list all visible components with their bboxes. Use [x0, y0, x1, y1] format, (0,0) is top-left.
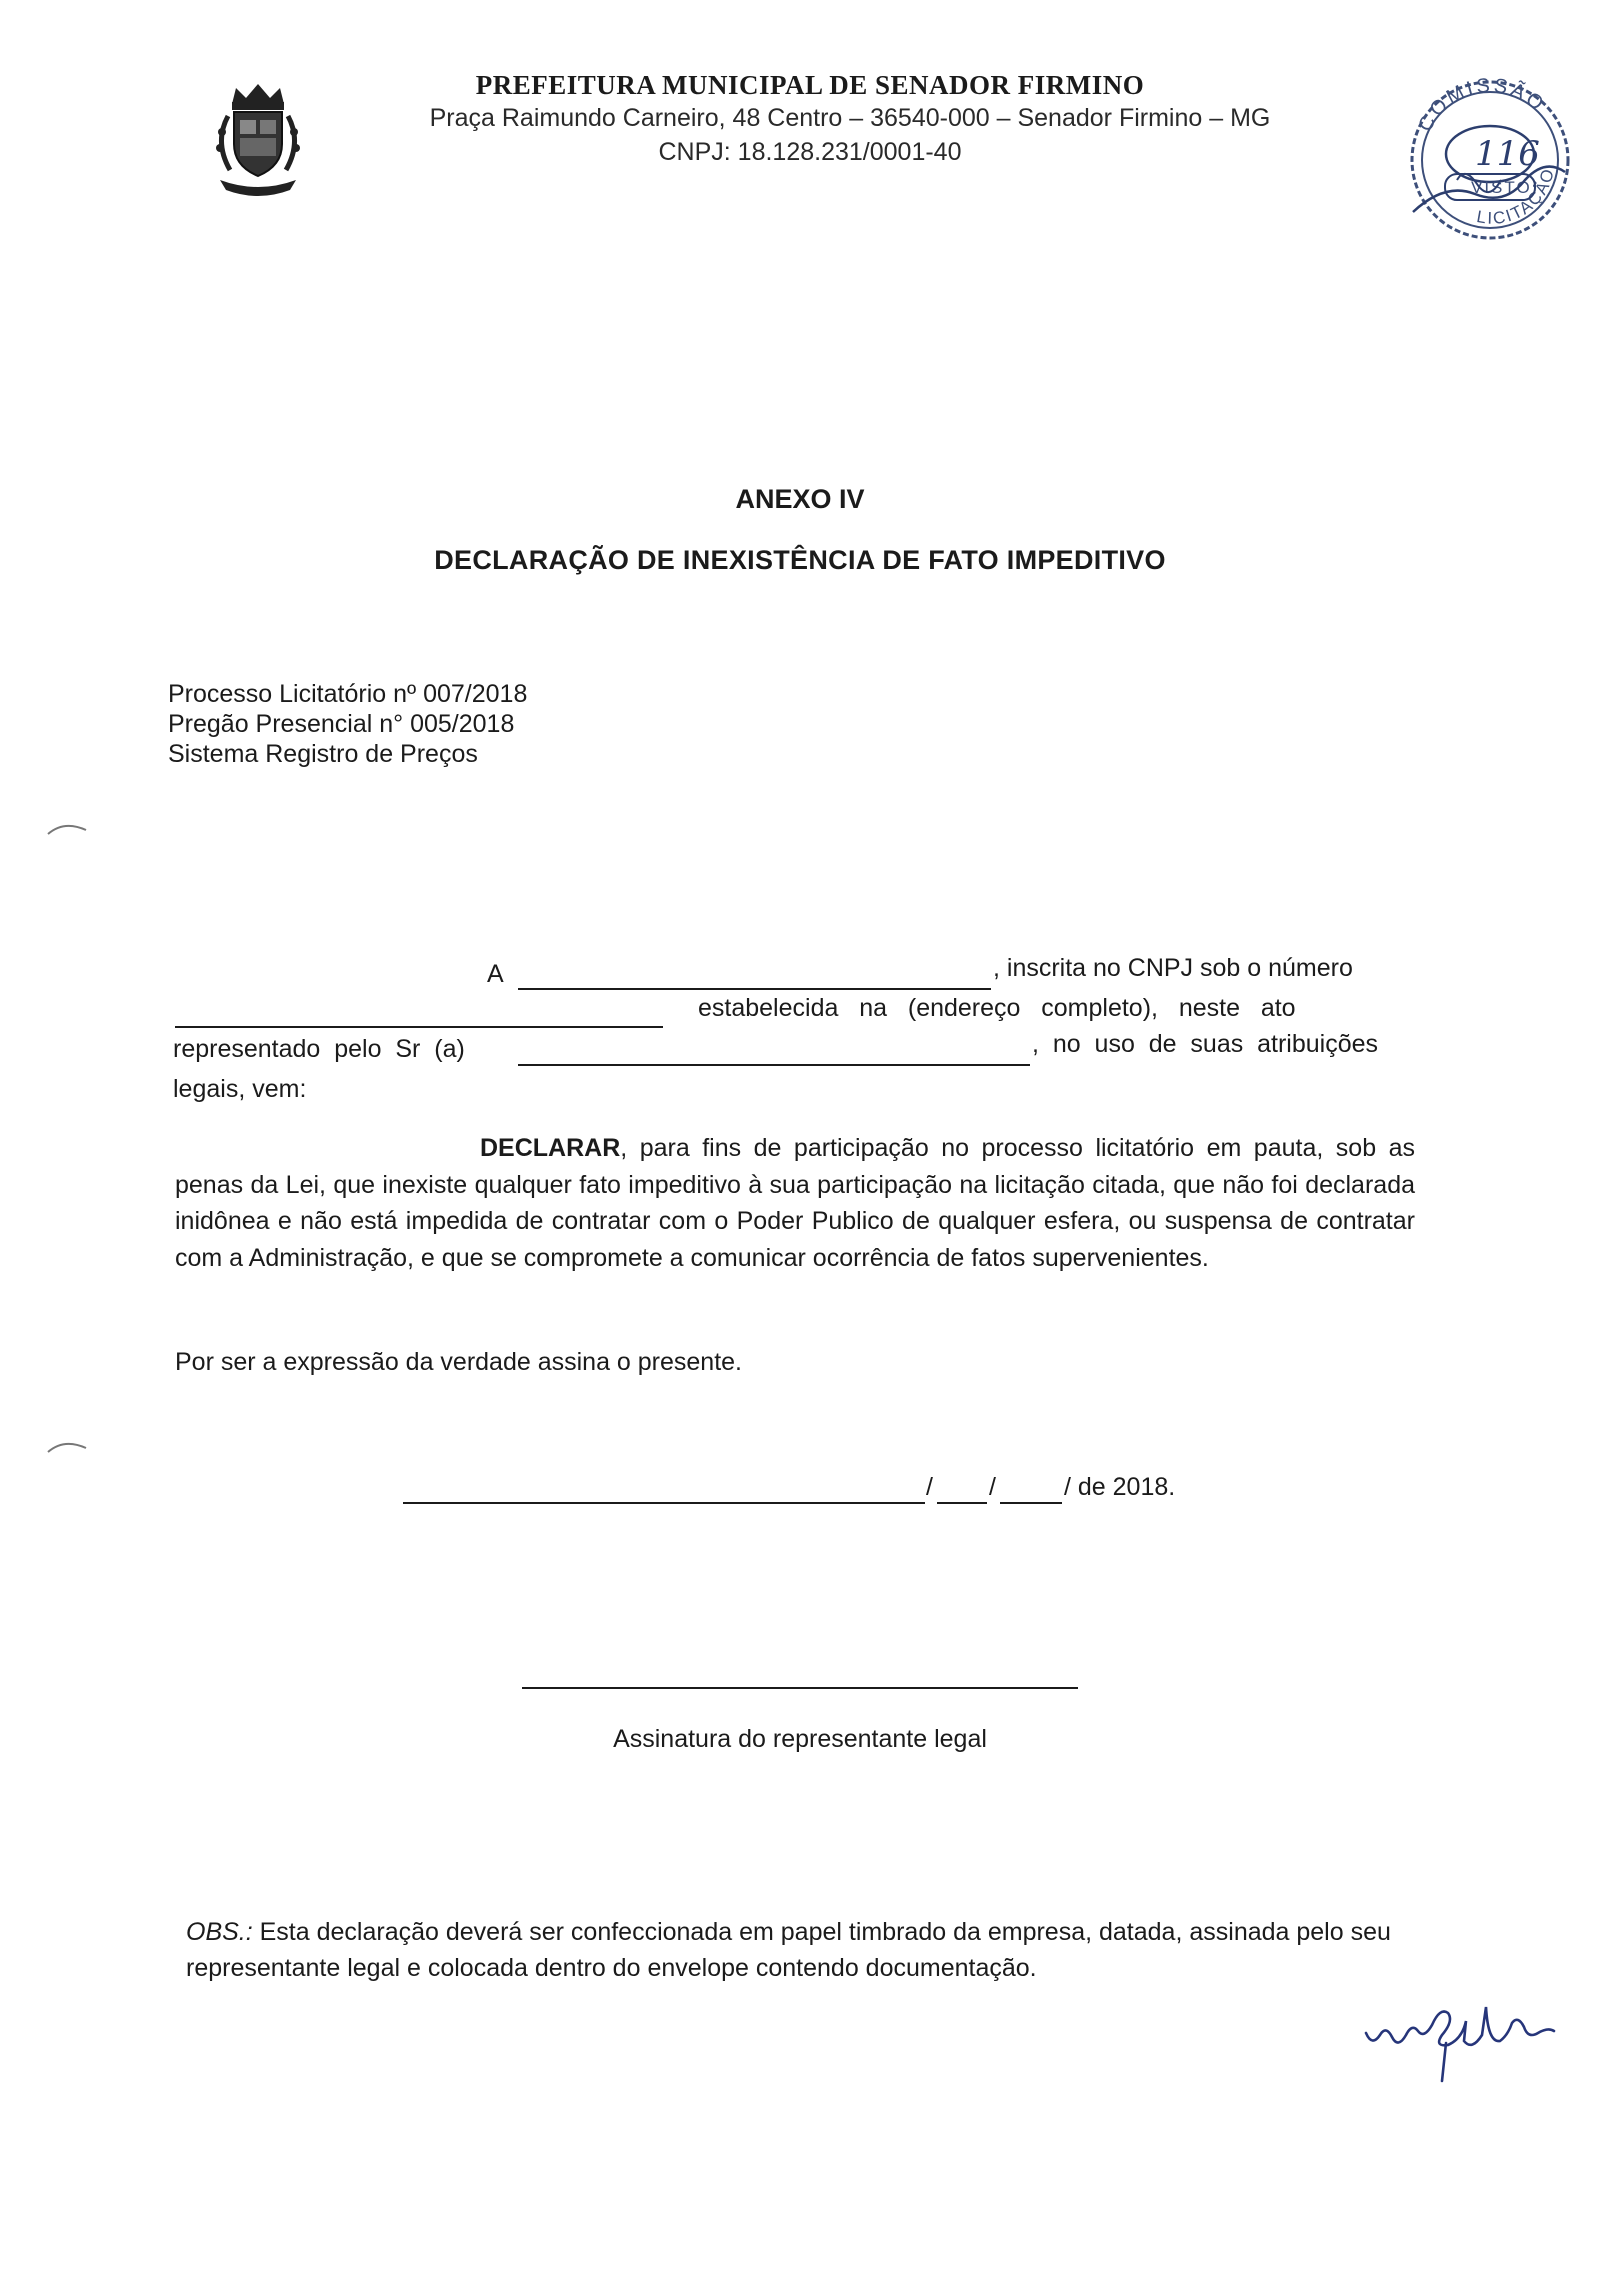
process-number: Processo Licitatório nº 007/2018	[168, 680, 528, 708]
organization-name: PREFEITURA MUNICIPAL DE SENADOR FIRMINO	[475, 70, 1145, 100]
cnpj-number-field[interactable]	[175, 1026, 663, 1028]
stamp-visto: VISTO	[1471, 178, 1532, 197]
date-slash-1: /	[926, 1473, 933, 1501]
intro-estabelecida: estabelecida na (endereço completo), neste ato	[698, 994, 1296, 1022]
intro-uso: , no uso de suas atribuições	[1032, 1030, 1379, 1058]
date-year: / de 2018.	[1064, 1473, 1176, 1501]
day-field[interactable]	[937, 1502, 987, 1504]
margin-mark	[46, 818, 90, 838]
obs-label: OBS.:	[186, 1918, 253, 1946]
date-slash-2: /	[989, 1473, 996, 1501]
stamp-number: 116	[1475, 134, 1540, 174]
organization-cnpj: CNPJ: 18.128.231/0001-40	[658, 138, 962, 166]
handwritten-initials	[1362, 1995, 1558, 2085]
stamp-top-text: COMISSÃO	[1414, 74, 1550, 136]
intro-inscrita: , inscrita no CNPJ sob o número	[993, 954, 1353, 982]
obs-note	[186, 1914, 1426, 1986]
price-registry-system: Sistema Registro de Preços	[168, 740, 478, 768]
month-field[interactable]	[1000, 1502, 1062, 1504]
signature-label: Assinatura do representante legal	[613, 1725, 987, 1753]
closing-statement: Por ser a expressão da verdade assina o presente.	[175, 1348, 743, 1376]
intro-a: A	[487, 960, 504, 988]
coat-of-arms-logo	[210, 82, 306, 200]
declaration-title: DECLARAÇÃO DE INEXISTÊNCIA DE FATO IMPEDITIVO	[434, 545, 1166, 575]
obs-text: Esta declaração deverá ser confeccionada em papel timbrado da empresa, datada, assinada pelo seu representante legal e colocada dentro do envelope contendo documentação.	[186, 1918, 1391, 1982]
auction-number: Pregão Presencial n° 005/2018	[168, 710, 515, 738]
place-field[interactable]	[403, 1502, 925, 1504]
commission-stamp	[1405, 62, 1575, 252]
signature-line[interactable]	[522, 1687, 1078, 1689]
stamp-bottom-text: LICITAÇÃO	[1475, 165, 1559, 229]
declaration-text: , para fins de participação no processo licitatório em pauta, sob as penas da Lei, que inexiste qualquer fato impeditivo à sua participação na licitação citada, que não foi declarada inidônea e não está impedida de contratar com o Poder Publico de qualquer esfera, ou suspensa de contratar com a Administração, e que se compromete a comunicar ocorrência de fatos supervenientes.	[175, 1134, 1415, 1272]
intro-representado: representado pelo Sr (a)	[173, 1035, 465, 1063]
company-name-field[interactable]	[518, 988, 991, 990]
annex-title: ANEXO IV	[735, 484, 865, 514]
intro-legais: legais, vem:	[173, 1075, 307, 1103]
declaration-keyword: DECLARAR	[480, 1134, 621, 1162]
declaration-paragraph	[175, 1130, 1415, 1276]
margin-mark	[46, 1436, 90, 1456]
organization-address: Praça Raimundo Carneiro, 48 Centro – 36540-000 – Senador Firmino – MG	[429, 104, 1271, 132]
representative-name-field[interactable]	[518, 1064, 1030, 1066]
